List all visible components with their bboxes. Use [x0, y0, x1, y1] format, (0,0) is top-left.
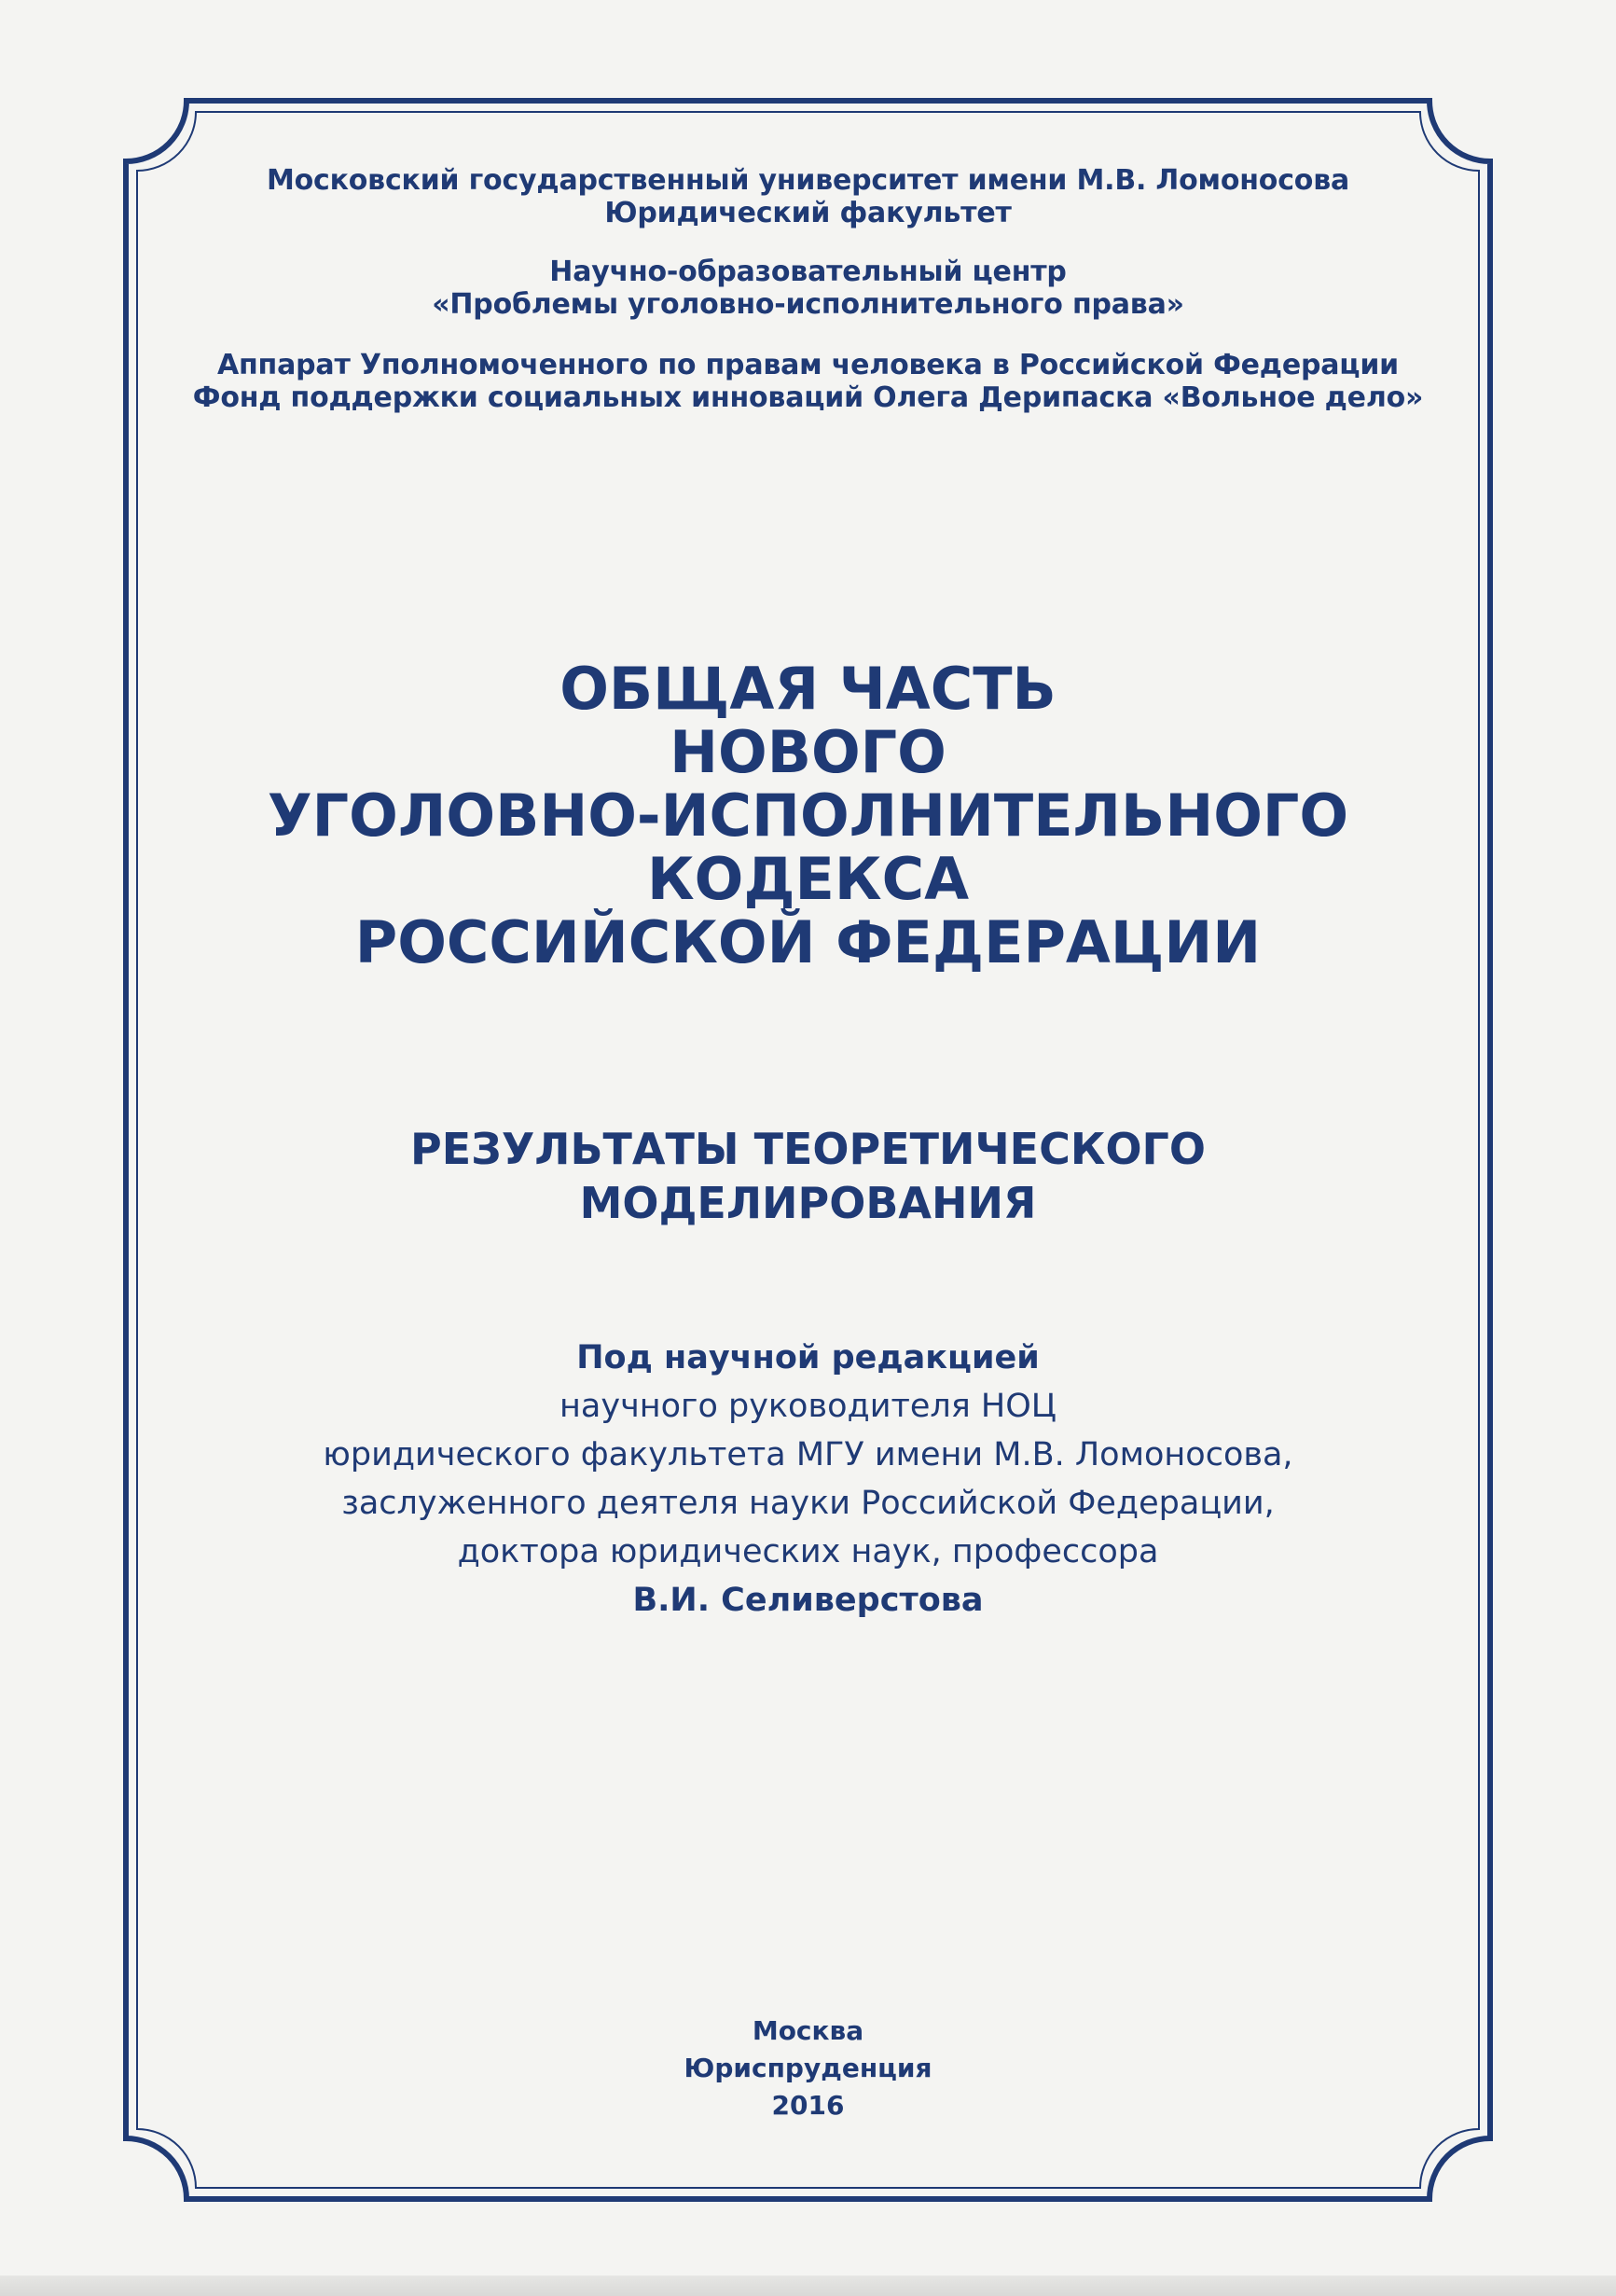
imprint-city: Москва	[752, 2015, 864, 2046]
partners-block	[168, 349, 1448, 414]
title-line: РОССИЙСКОЙ ФЕДЕРАЦИИ	[354, 908, 1262, 976]
institution-name: Московский государственный университет имени М.В. Ломоносова	[266, 164, 1350, 197]
faculty-name: Юридический факультет	[604, 197, 1012, 229]
book-title	[168, 657, 1448, 975]
imprint-block	[168, 2012, 1448, 2124]
subtitle-line: РЕЗУЛЬТАТЫ ТЕОРЕТИЧЕСКОГО	[410, 1124, 1206, 1174]
editor-credential: научного руководителя НОЦ	[559, 1388, 1057, 1425]
editor-credential: заслуженного деятеля науки Российской Федерации,	[341, 1485, 1275, 1522]
book-subtitle	[168, 1122, 1448, 1230]
editor-name: В.И. Селиверстова	[632, 1582, 984, 1619]
institution-block	[168, 164, 1448, 229]
subtitle-line: МОДЕЛИРОВАНИЯ	[579, 1178, 1037, 1228]
cover-content	[168, 149, 1448, 2136]
title-line: НОВОГО	[670, 718, 946, 786]
editor-credential: юридического факультета МГУ имени М.В. Ломоносова,	[323, 1436, 1293, 1473]
partner-ombudsman: Аппарат Уполномоченного по правам человека в Российской Федерации	[217, 349, 1399, 381]
research-center-block	[168, 256, 1448, 321]
research-center-title: «Проблемы уголовно-исполнительного права»	[432, 288, 1184, 321]
editor-heading: Под научной редакцией	[576, 1339, 1040, 1376]
imprint-publisher: Юриспруденция	[684, 2053, 932, 2083]
imprint-year: 2016	[771, 2090, 845, 2121]
title-line: КОДЕКСА	[646, 845, 970, 913]
editor-credential: доктора юридических наук, профессора	[457, 1533, 1159, 1570]
editor-block	[168, 1334, 1448, 1625]
partner-foundation: Фонд поддержки социальных инноваций Олега Дерипаска «Вольное дело»	[192, 381, 1424, 414]
title-line: ОБЩАЯ ЧАСТЬ	[559, 655, 1057, 723]
page-bottom-edge	[0, 2275, 1616, 2296]
title-line: УГОЛОВНО-ИСПОЛНИТЕЛЬНОГО	[267, 781, 1349, 850]
research-center-name: Научно-образовательный центр	[549, 256, 1067, 288]
